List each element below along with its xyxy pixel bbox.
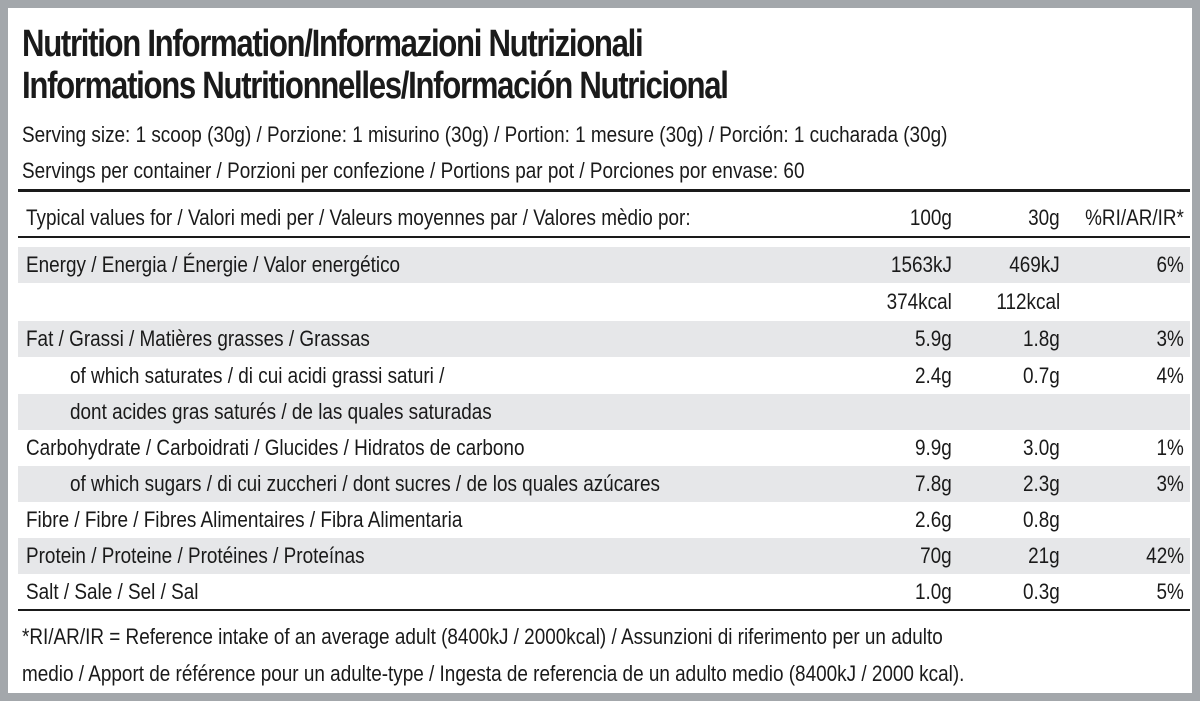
header-divider <box>18 236 1190 238</box>
row-name: Energy / Energia / Énergie / Valor energético <box>26 252 401 277</box>
table-row <box>18 466 1190 502</box>
row-value-100g: 9.9g <box>915 435 952 460</box>
row-value-100g: 2.4g <box>915 363 952 388</box>
row-name: Fat / Grassi / Matières grasses / Grassas <box>26 326 370 351</box>
footnote-line-2: medio / Apport de référence pour un adulte-type / Ingesta de referencia de un adulto medio (8400kJ / 2000 kcal). <box>22 661 965 686</box>
footnote-line-1: *RI/AR/IR = Reference intake of an average adult (8400kJ / 2000kcal) / Assunzioni di riferimento per un adulto <box>22 624 943 649</box>
row-name: Protein / Proteine / Protéines / Proteínas <box>26 543 365 568</box>
row-value-100g: 7.8g <box>915 471 952 496</box>
table-row <box>18 321 1190 357</box>
header-label: Typical values for / Valori medi per / Valeurs moyennes par / Valores mèdio por: <box>26 205 691 230</box>
row-name: of which saturates / di cui acidi grassi saturi / <box>70 363 445 388</box>
row-value-100g: 374kcal <box>886 289 952 314</box>
row-value-ri: 5% <box>1156 579 1184 604</box>
title-line-1: Nutrition Information/Informazioni Nutrizionali <box>22 23 643 65</box>
table-row <box>18 284 1190 320</box>
table-row <box>18 394 1190 430</box>
row-value-ri: 4% <box>1156 363 1184 388</box>
row-value-30g: 469kJ <box>1009 252 1060 277</box>
row-value-30g: 1.8g <box>1023 326 1060 351</box>
row-name: Fibre / Fibre / Fibres Alimentaires / Fibra Alimentaria <box>26 507 463 532</box>
servings-per-container: Servings per container / Porzioni per confezione / Portions par pot / Porciones por envase: 60 <box>22 158 805 183</box>
table-row <box>18 574 1190 610</box>
row-value-30g: 2.3g <box>1023 471 1060 496</box>
header-100g: 100g <box>909 205 952 230</box>
row-value-100g: 1.0g <box>915 579 952 604</box>
top-divider <box>18 189 1190 192</box>
row-value-100g: 70g <box>920 543 952 568</box>
row-value-ri: 42% <box>1146 543 1184 568</box>
title-line-2: Informations Nutritionnelles/Información Nutricional <box>22 65 728 107</box>
bottom-divider <box>18 609 1190 611</box>
row-value-ri: 1% <box>1156 435 1184 460</box>
row-name: Salt / Sale / Sel / Sal <box>26 579 199 604</box>
row-value-30g: 21g <box>1028 543 1060 568</box>
header-ri: %RI/AR/IR* <box>1085 205 1184 230</box>
nutrition-label <box>8 8 1192 693</box>
row-value-30g: 0.8g <box>1023 507 1060 532</box>
row-value-100g: 2.6g <box>915 507 952 532</box>
header-30g: 30g <box>1028 205 1060 230</box>
row-name: of which sugars / di cui zuccheri / dont sucres / de los quales azúcares <box>70 471 660 496</box>
table-row <box>18 358 1190 394</box>
row-value-100g: 5.9g <box>915 326 952 351</box>
row-value-ri: 3% <box>1156 471 1184 496</box>
table-header <box>18 201 1190 235</box>
row-value-ri: 3% <box>1156 326 1184 351</box>
row-value-100g: 1563kJ <box>890 252 952 277</box>
serving-size: Serving size: 1 scoop (30g) / Porzione: 1 misurino (30g) / Portion: 1 mesure (30g) / Porción: 1 cucharada (30g) <box>22 122 948 147</box>
row-name: Carbohydrate / Carboidrati / Glucides / Hidratos de carbono <box>26 435 525 460</box>
row-value-30g: 0.3g <box>1023 579 1060 604</box>
table-row <box>18 247 1190 283</box>
row-value-30g: 112kcal <box>996 289 1060 314</box>
row-name: dont acides gras saturés / de las quales saturadas <box>70 399 492 424</box>
table-row <box>18 538 1190 574</box>
row-value-30g: 3.0g <box>1023 435 1060 460</box>
table-row <box>18 502 1190 538</box>
row-value-30g: 0.7g <box>1023 363 1060 388</box>
table-row <box>18 430 1190 466</box>
row-value-ri: 6% <box>1156 252 1184 277</box>
